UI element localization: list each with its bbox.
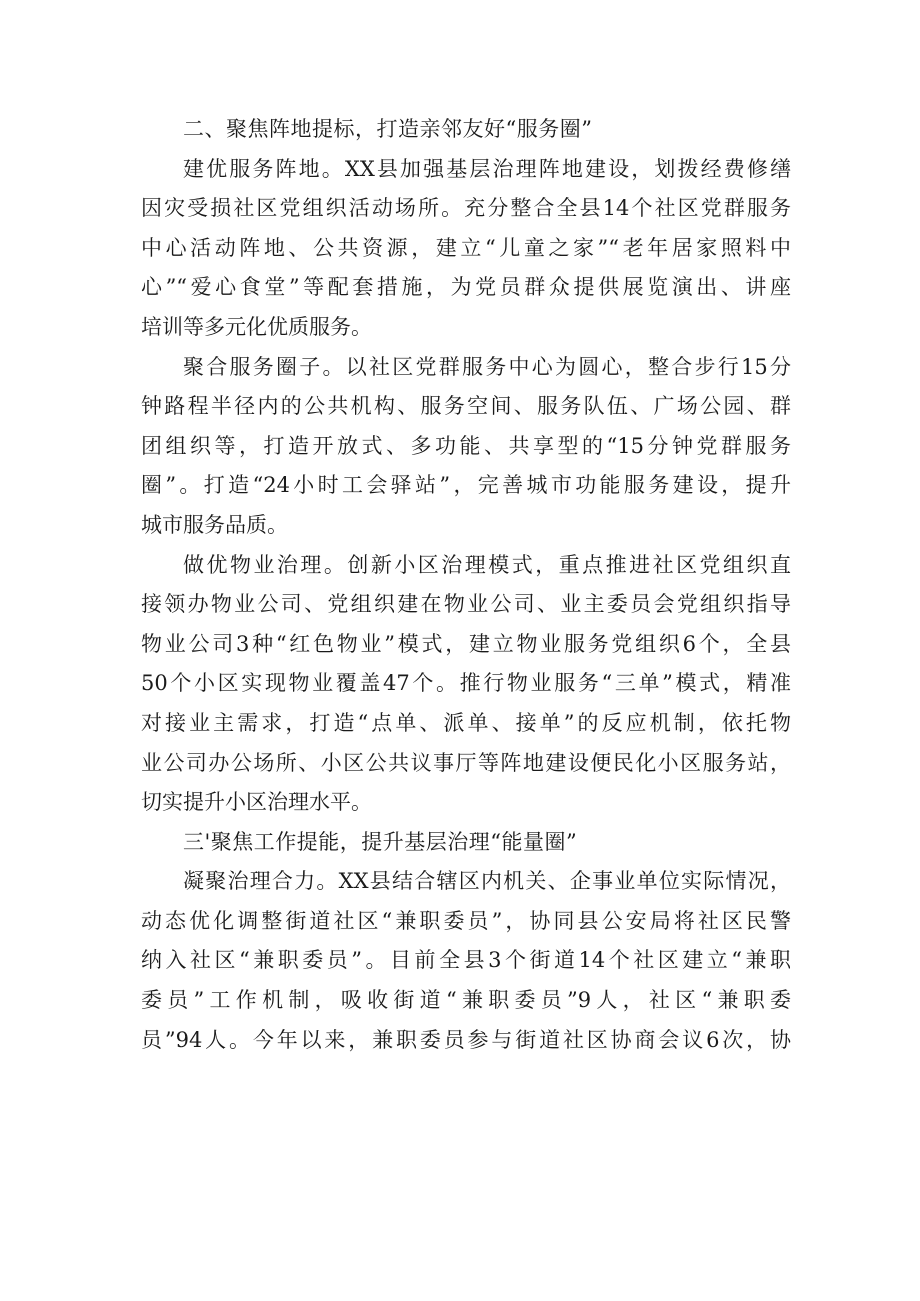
- paragraph-line: 建优服务阵地。XX县加强基层治理阵地建设，划拨经费修缮: [183, 156, 791, 181]
- paragraph-line: 业公司办公场所、小区公共议事厅等阵地建设便民化小区服务站，: [141, 750, 791, 775]
- paragraph-line: 心”“爱心食堂”等配套措施，为党员群众提供展览演出、讲座: [141, 275, 791, 300]
- paragraph-line: 凝聚治理合力。XX县结合辖区内机关、企事业单位实际情况，: [183, 869, 791, 894]
- paragraph-line: 城市服务品质。: [141, 512, 288, 537]
- paragraph-line: 物业公司3种“红色物业”模式，建立物业服务党组织6个，全县: [141, 631, 791, 656]
- paragraph-line: 钟路程半径内的公共机构、服务空间、服务队伍、广场公园、群: [141, 394, 791, 419]
- paragraph-line: 做优物业治理。创新小区治理模式，重点推进社区党组织直: [183, 552, 791, 577]
- paragraph-line: 团组织等，打造开放式、多功能、共享型的“15分钟党群服务: [141, 433, 791, 458]
- paragraph-line: 聚合服务圈子。以社区党群服务中心为圆心，整合步行15分: [183, 354, 791, 379]
- paragraph-line: 培训等多元化优质服务。: [141, 314, 372, 339]
- paragraph-line: 切实提升小区治理水平。: [141, 790, 372, 815]
- paragraph-line: 委员”工作机制，吸收街道“兼职委员”9人，社区“兼职委: [141, 988, 791, 1013]
- paragraph-line: 员”94人。今年以来，兼职委员参与街道社区协商会议6次，协: [141, 1027, 791, 1052]
- section-heading-3: 三'聚焦工作提能，提升基层治理“能量圈”: [183, 829, 578, 854]
- paragraph-line: 接领办物业公司、党组织建在物业公司、业主委员会党组织指导: [141, 592, 791, 617]
- paragraph-line: 因灾受损社区党组织活动场所。充分整合全县14个社区党群服务: [141, 196, 791, 221]
- paragraph-line: 50个小区实现物业覆盖47个。推行物业服务“三单”模式，精准: [141, 671, 791, 696]
- section-heading-2: 二、聚焦阵地提标，打造亲邻友好“服务圈”: [183, 117, 593, 141]
- paragraph-line: 圈”。打造“24小时工会驿站”，完善城市功能服务建设，提升: [141, 473, 791, 498]
- paragraph-line: 纳入社区“兼职委员”。目前全县3个街道14个社区建立“兼职: [141, 948, 791, 973]
- paragraph-line: 动态优化调整街道社区“兼职委员”，协同县公安局将社区民警: [141, 908, 791, 933]
- paragraph-line: 中心活动阵地、公共资源，建立“儿童之家”“老年居家照料中: [141, 235, 791, 260]
- document-body: [141, 110, 791, 1060]
- paragraph-line: 对接业主需求，打造“点单、派单、接单”的反应机制，依托物: [141, 710, 791, 735]
